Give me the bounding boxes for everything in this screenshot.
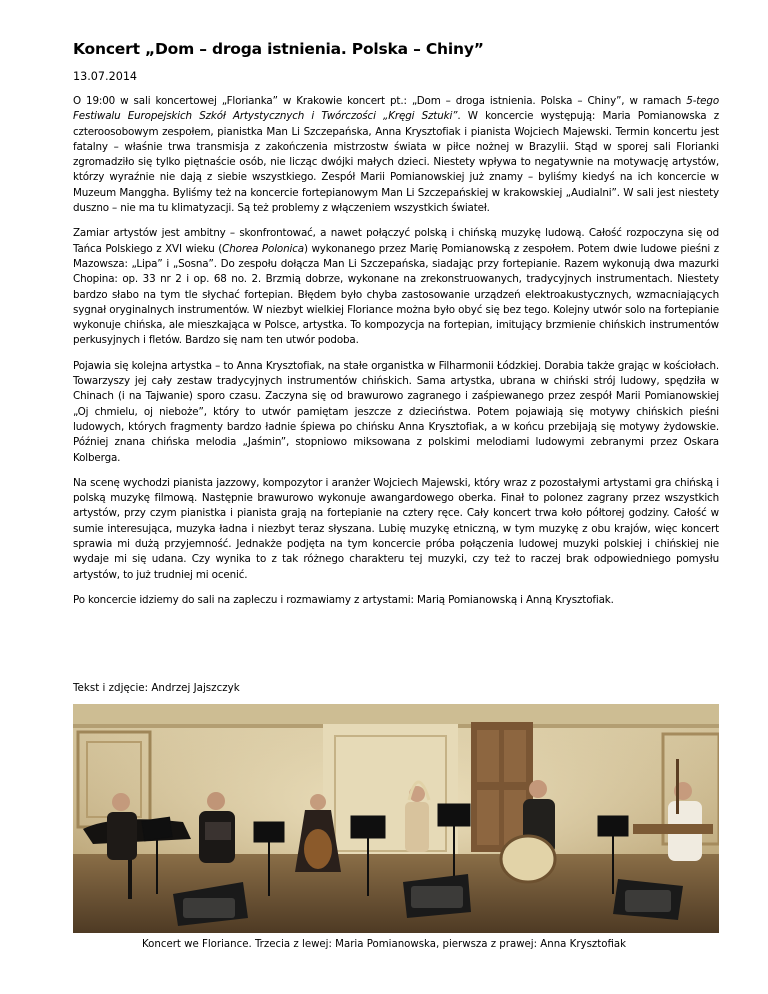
paragraph-1-text-b: . W koncercie występują: Maria Pomianowska z czteroosobowym zespołem, pianistka Man Li Szczepańska, Anna Krysztofiak i pianista Wojciech Majewski. Termin koncertu jest fatalny – właśnie trwa transmisja z zakończenia mistrzostw świata w piłce nożnej w Brazylii. Stąd w sporej sali Florianki zgromadziło się tylko piętnaście osób, nie licząc dwójki małych dzieci. Niestety wpływa to negatywnie na motywację artystów, którzy wyraźnie nie dają z siebie wszystkiego. Zespół Marii Pomianowskiej już znamy – byliśmy kiedyś na ich koncercie w Muzeum Manggha. Byliśmy też na koncercie fortepianowym Man Li Szczepańskiej w krakowskiej „Audialni”. W sali jest niestety duszno – nie ma tu klimatyzacji. Są też problemy z włączeniem wszystkich świateł.: [73, 110, 719, 215]
paragraph-4: Na scenę wychodzi pianista jazzowy, kompozytor i aranżer Wojciech Majewski, który wraz z pozostałymi artystami gra chińską i polską muzykę filmową. Następnie brawurowo wykonuje awangardowego oberka. Finał to polonez zagrany przez wszystkich artystów, przy czym pianistka i pianista grają na fortepianie na cztery ręce. Cały koncert trwa koło półtorej godziny. Całość w sumie interesująca, muzyka ładna i niezbyt teraz słyszana. Lubię muzykę etniczną, w tym muzykę z obu krajów, więc koncert sprawia mi dużą przyjemność. Jednakże podjęta na tym koncercie próba połączenia ludowej muzyki polskiej i chińskiej nie wydaje mi się udana. Czy wynika to z tak różnego charakteru tej muzyki, czy też to raczej brak odpowiedniego pomysłu artystów, to już trudniej mi ocenić.: [73, 476, 719, 581]
paragraph-5: Po koncercie idziemy do sali na zapleczu i rozmawiamy z artystami: Marią Pomianowską i Anną Krysztofiak.: [73, 593, 614, 606]
paragraph-2-text-b: ) wykonanego przez Marię Pomianowską z zespołem. Potem dwie ludowe pieśni z Mazowsza: „Lipa” i „Sosna”. Do zespołu dołącza Man Li Szczepańska, siadając przy fortepianie. Razem wykonują dwa mazurki Chopina: op. 33 nr 2 i op. 68 no. 2. Brzmią dobrze, wykonane na zrekonstruowanych, tradycyjnych instrumentach. Niestety bardzo słabo na tym tle słychać fortepian. Błędem było chyba zastosowanie urządzeń elektroakustycznych, wzmacniających sygnał oryginalnych instrumentów. W niezbyt wielkiej Floriance można było obyć się bez tego. Kolejny utwór solo na fortepianie wykonuje chińska, ale mieszkająca w Polsce, artystka. To kompozycja na fortepian, imitujący brzmienie chińskich instrumentów perkusyjnych i fletów. Bardzo się nam ten utwór podoba.: [73, 242, 719, 347]
photo-caption: Koncert we Floriance. Trzecia z lewej: Maria Pomianowska, pierwsza z prawej: Anna Krysztofiak: [141, 939, 627, 950]
article-title: Koncert „Dom – droga istnienia. Polska – Chiny”: [73, 40, 484, 58]
article-body: [73, 94, 719, 618]
festival-name: 5-tego Festiwalu Europejskich Szkół Artystycznych i Twórczości „Kręgi Sztuki”: [73, 95, 719, 123]
paragraph-2-text-a: Zamiar artystów jest ambitny – skonfrontować, a nawet połączyć polską i chińską muzykę ludową. Całość rozpoczyna się od Tańca Polskiego z XVI wieku (: [73, 227, 719, 255]
paragraph-1: [73, 94, 719, 216]
paragraph-2: [73, 226, 719, 348]
paragraph-3: Pojawia się kolejna artystka – to Anna Krysztofiak, na stałe organistka w Filharmonii Łódzkiej. Dorabia także grając w kościołach. Towarzyszy jej cały zestaw tradycyjnych instrumentów chińskich. Sama artystka, ubrana w chiński strój ludowy, spędziła w Chinach (i na Tajwanie) sporo czasu. Zaczyna się od brawurowo zagranego i zaśpiewanego przez zespół Marii Pomianowskiej „Oj chmielu, oj nieboże”, który to utwór pamiętam jeszcze z dzieciństwa. Potem pojawiają się motywy chińskich pieśni ludowych, których fragmenty bardzo ładnie śpiewa po chińsku Anna Krysztofiak, a w końcu przebijają się motywy żydowskie. Później znana chińska melodia „Jaśmin”, stopniowo miksowana z polskimi melodiami ludowymi zebranymi przez Oskara Kolberga.: [73, 359, 719, 464]
article-date: 13.07.2014: [73, 70, 138, 83]
concert-photo: [73, 704, 719, 933]
photo-credit: Tekst i zdjęcie: Andrzej Jajszczyk: [73, 682, 240, 694]
paragraph-1-text-a: O 19:00 w sali koncertowej „Florianka” w Krakowie koncert pt.: „Dom – droga istnienia. Polska – Chiny”, w ramach: [73, 95, 687, 107]
dance-title: Chorea Polonica: [222, 242, 304, 255]
